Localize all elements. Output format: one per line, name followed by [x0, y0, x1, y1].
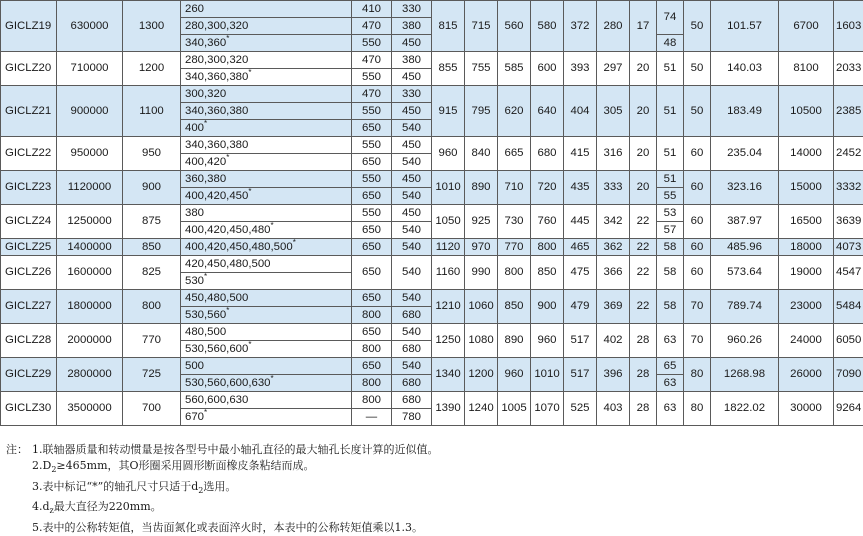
dimension-cell: 730 [498, 205, 531, 239]
table-row [1, 171, 863, 188]
length-y-cell: 470 [352, 52, 392, 69]
dimension-cell: 600 [531, 52, 564, 86]
dimension-cell: 720 [531, 171, 564, 205]
torque-cell: 2800000 [57, 358, 123, 392]
bore-diameter-cell: 530* [181, 273, 352, 290]
inertia-cell: 2385 [834, 86, 863, 137]
dimension-cell: 342 [597, 205, 630, 239]
length-j-cell: 450 [392, 137, 432, 154]
dimension-c-cell: 63 [657, 324, 684, 358]
dimension-cell: 1340 [432, 358, 465, 392]
dimension-cell: 960 [531, 324, 564, 358]
dimension-c-cell: 63 [657, 392, 684, 426]
model-cell: GICLZ22 [1, 137, 57, 171]
mass-cell: 235.04 [711, 137, 779, 171]
length-y-cell: — [352, 409, 392, 426]
note-3: 3.表中标记“*”的轴孔尺寸只适于$d_2$选用。 [32, 479, 236, 499]
dimension-cell: 585 [498, 52, 531, 86]
weight-cell: 16500 [779, 205, 834, 239]
model-cell: GICLZ21 [1, 86, 57, 137]
note-4: $4.d_z$最大直径为220mm。 [32, 499, 162, 519]
length-j-cell: 450 [392, 205, 432, 222]
dimension-cell: 970 [465, 239, 498, 256]
bore-diameter-cell: 400,420,450,480* [181, 222, 352, 239]
length-j-cell: 450 [392, 35, 432, 52]
dimension-cell: 1050 [432, 205, 465, 239]
dimension-cell: 680 [531, 137, 564, 171]
length-j-cell: 540 [392, 188, 432, 205]
dimension-cell: 366 [597, 256, 630, 290]
mass-cell: 485.96 [711, 239, 779, 256]
weight-cell: 26000 [779, 358, 834, 392]
length-y-cell: 410 [352, 1, 392, 18]
dimension-cell: 850 [498, 290, 531, 324]
dimension-cell: 316 [597, 137, 630, 171]
table-row [1, 205, 863, 222]
dimension-c-cell: 63 [657, 375, 684, 392]
length-y-cell: 650 [352, 239, 392, 256]
dimension-cell: 960 [498, 358, 531, 392]
torque-cell: 1800000 [57, 290, 123, 324]
dimension-c-cell: 51 [657, 52, 684, 86]
table-row [1, 290, 863, 307]
dimension-cell: 890 [465, 171, 498, 205]
bore-diameter-cell: 340,360,380* [181, 69, 352, 86]
bore-diameter-cell: 530,560,600,630* [181, 375, 352, 392]
length-y-cell: 650 [352, 290, 392, 307]
speed-cell: 1200 [123, 52, 181, 86]
dimension-c-cell: 53 [657, 205, 684, 222]
dimension-cell: 1160 [432, 256, 465, 290]
table-row [1, 86, 863, 103]
dimension-cell: 372 [564, 1, 597, 52]
length-j-cell: 540 [392, 358, 432, 375]
bore-diameter-cell: 480,500 [181, 324, 352, 341]
mass-cell: 573.64 [711, 256, 779, 290]
mass-cell: 387.97 [711, 205, 779, 239]
dimension-cell: 465 [564, 239, 597, 256]
dimension-cell: 1010 [432, 171, 465, 205]
dimension-cell: 1200 [465, 358, 498, 392]
length-y-cell: 650 [352, 222, 392, 239]
inertia-cell: 4073 [834, 239, 863, 256]
speed-cell: 800 [123, 290, 181, 324]
length-j-cell: 540 [392, 154, 432, 171]
dimension-cell: 1010 [531, 358, 564, 392]
dimension-cell: 479 [564, 290, 597, 324]
table-row [1, 137, 863, 154]
dimension-cell: 50 [684, 1, 711, 52]
dimension-cell: 1120 [432, 239, 465, 256]
weight-cell: 30000 [779, 392, 834, 426]
length-y-cell: 650 [352, 188, 392, 205]
dimension-cell: 50 [684, 86, 711, 137]
model-cell: GICLZ26 [1, 256, 57, 290]
dimension-cell: 362 [597, 239, 630, 256]
weight-cell: 24000 [779, 324, 834, 358]
length-j-cell: 540 [392, 239, 432, 256]
mass-cell: 183.49 [711, 86, 779, 137]
torque-cell: 630000 [57, 1, 123, 52]
length-j-cell: 450 [392, 69, 432, 86]
dimension-cell: 305 [597, 86, 630, 137]
dimension-cell: 755 [465, 52, 498, 86]
inertia-cell: 6050 [834, 324, 863, 358]
dimension-cell: 1070 [531, 392, 564, 426]
mass-cell: 1268.98 [711, 358, 779, 392]
dimension-c-cell: 51 [657, 137, 684, 171]
bore-diameter-cell: 400,420* [181, 154, 352, 171]
length-y-cell: 550 [352, 137, 392, 154]
bore-diameter-cell: 260 [181, 1, 352, 18]
note-2: $2.D_2\ge 465mm$，其O形圈采用圆形断面橡皮条粘结而成。 [32, 458, 315, 478]
dimension-cell: 60 [684, 256, 711, 290]
torque-cell: 1600000 [57, 256, 123, 290]
inertia-cell: 2452 [834, 137, 863, 171]
weight-cell: 14000 [779, 137, 834, 171]
length-j-cell: 330 [392, 86, 432, 103]
dimension-cell: 475 [564, 256, 597, 290]
dimension-cell: 22 [630, 205, 657, 239]
dimension-cell: 525 [564, 392, 597, 426]
table-row [1, 1, 863, 18]
inertia-cell: 2033 [834, 52, 863, 86]
dimension-cell: 580 [531, 1, 564, 52]
inertia-cell: 9264 [834, 392, 863, 426]
dimension-c-cell: 65 [657, 358, 684, 375]
dimension-cell: 840 [465, 137, 498, 171]
dimension-cell: 70 [684, 290, 711, 324]
dimension-cell: 22 [630, 239, 657, 256]
dimension-cell: 795 [465, 86, 498, 137]
inertia-cell: 7090 [834, 358, 863, 392]
bore-diameter-cell: 500 [181, 358, 352, 375]
notes-prefix: 注： [6, 442, 32, 458]
length-j-cell: 680 [392, 392, 432, 409]
weight-cell: 23000 [779, 290, 834, 324]
length-y-cell: 470 [352, 18, 392, 35]
mass-cell: 323.16 [711, 171, 779, 205]
length-j-cell: 540 [392, 222, 432, 239]
dimension-cell: 415 [564, 137, 597, 171]
dimension-cell: 1005 [498, 392, 531, 426]
bore-diameter-cell: 380 [181, 205, 352, 222]
dimension-c-cell: 74 [657, 1, 684, 35]
weight-cell: 19000 [779, 256, 834, 290]
dimension-cell: 1390 [432, 392, 465, 426]
table-notes [6, 442, 856, 536]
length-y-cell: 800 [352, 375, 392, 392]
dimension-cell: 60 [684, 171, 711, 205]
dimension-c-cell: 58 [657, 290, 684, 324]
inertia-cell: 3332 [834, 171, 863, 205]
weight-cell: 8100 [779, 52, 834, 86]
torque-cell: 710000 [57, 52, 123, 86]
bore-diameter-cell: 450,480,500 [181, 290, 352, 307]
torque-cell: 1120000 [57, 171, 123, 205]
dimension-c-cell: 58 [657, 239, 684, 256]
dimension-cell: 280 [597, 1, 630, 52]
length-j-cell: 680 [392, 341, 432, 358]
dimension-cell: 435 [564, 171, 597, 205]
table-row [1, 256, 863, 273]
dimension-cell: 900 [531, 290, 564, 324]
dimension-cell: 990 [465, 256, 498, 290]
dimension-cell: 403 [597, 392, 630, 426]
dimension-cell: 560 [498, 1, 531, 52]
dimension-cell: 890 [498, 324, 531, 358]
dimension-c-cell: 51 [657, 171, 684, 188]
speed-cell: 850 [123, 239, 181, 256]
weight-cell: 18000 [779, 239, 834, 256]
length-j-cell: 380 [392, 18, 432, 35]
length-j-cell: 380 [392, 52, 432, 69]
speed-cell: 770 [123, 324, 181, 358]
length-y-cell: 650 [352, 358, 392, 375]
dimension-cell: 960 [432, 137, 465, 171]
torque-cell: 1400000 [57, 239, 123, 256]
length-j-cell: 680 [392, 375, 432, 392]
length-y-cell: 800 [352, 392, 392, 409]
dimension-cell: 1240 [465, 392, 498, 426]
torque-cell: 1250000 [57, 205, 123, 239]
dimension-cell: 1080 [465, 324, 498, 358]
dimension-cell: 28 [630, 324, 657, 358]
length-y-cell: 650 [352, 120, 392, 137]
dimension-cell: 915 [432, 86, 465, 137]
length-j-cell: 540 [392, 290, 432, 307]
inertia-cell: 1603 [834, 1, 863, 52]
dimension-cell: 20 [630, 137, 657, 171]
length-y-cell: 800 [352, 307, 392, 324]
table-row [1, 52, 863, 69]
bore-diameter-cell: 360,380 [181, 171, 352, 188]
mass-cell: 140.03 [711, 52, 779, 86]
bore-diameter-cell: 560,600,630 [181, 392, 352, 409]
dimension-cell: 517 [564, 324, 597, 358]
mass-cell: 960.26 [711, 324, 779, 358]
length-y-cell: 650 [352, 154, 392, 171]
dimension-cell: 28 [630, 392, 657, 426]
dimension-cell: 770 [498, 239, 531, 256]
mass-cell: 101.57 [711, 1, 779, 52]
dimension-cell: 1060 [465, 290, 498, 324]
model-cell: GICLZ29 [1, 358, 57, 392]
dimension-cell: 445 [564, 205, 597, 239]
inertia-cell: 5484 [834, 290, 863, 324]
dimension-cell: 369 [597, 290, 630, 324]
dimension-cell: 710 [498, 171, 531, 205]
length-y-cell: 650 [352, 256, 392, 290]
model-cell: GICLZ23 [1, 171, 57, 205]
bore-diameter-cell: 340,360,380 [181, 103, 352, 120]
speed-cell: 700 [123, 392, 181, 426]
length-j-cell: 540 [392, 324, 432, 341]
weight-cell: 15000 [779, 171, 834, 205]
dimension-c-cell: 48 [657, 35, 684, 52]
torque-cell: 900000 [57, 86, 123, 137]
dimension-cell: 60 [684, 239, 711, 256]
dimension-cell: 50 [684, 52, 711, 86]
length-j-cell: 540 [392, 120, 432, 137]
length-j-cell: 330 [392, 1, 432, 18]
weight-cell: 6700 [779, 1, 834, 52]
bore-diameter-cell: 420,450,480,500 [181, 256, 352, 273]
length-j-cell: 780 [392, 409, 432, 426]
bore-diameter-cell: 530,560* [181, 307, 352, 324]
dimension-cell: 70 [684, 324, 711, 358]
table-row [1, 239, 863, 256]
dimension-cell: 393 [564, 52, 597, 86]
length-y-cell: 800 [352, 341, 392, 358]
torque-cell: 950000 [57, 137, 123, 171]
length-j-cell: 540 [392, 256, 432, 290]
length-y-cell: 550 [352, 69, 392, 86]
dimension-cell: 22 [630, 256, 657, 290]
length-y-cell: 550 [352, 103, 392, 120]
dimension-cell: 404 [564, 86, 597, 137]
table-row [1, 392, 863, 409]
bore-diameter-cell: 280,300,320 [181, 18, 352, 35]
note-5: 5.表中的公称转矩值，当齿面氮化或表面淬火时，本表中的公称转矩值乘以1.3。 [32, 520, 423, 536]
dimension-cell: 297 [597, 52, 630, 86]
speed-cell: 825 [123, 256, 181, 290]
bore-diameter-cell: 400,420,450,480,500* [181, 239, 352, 256]
model-cell: GICLZ20 [1, 52, 57, 86]
dimension-cell: 60 [684, 205, 711, 239]
model-cell: GICLZ24 [1, 205, 57, 239]
dimension-cell: 28 [630, 358, 657, 392]
model-cell: GICLZ28 [1, 324, 57, 358]
dimension-cell: 925 [465, 205, 498, 239]
length-j-cell: 680 [392, 307, 432, 324]
length-j-cell: 450 [392, 171, 432, 188]
bore-diameter-cell: 280,300,320 [181, 52, 352, 69]
speed-cell: 725 [123, 358, 181, 392]
speed-cell: 1100 [123, 86, 181, 137]
dimension-cell: 715 [465, 1, 498, 52]
length-y-cell: 470 [352, 86, 392, 103]
speed-cell: 900 [123, 171, 181, 205]
bore-diameter-cell: 530,560,600* [181, 341, 352, 358]
length-y-cell: 550 [352, 35, 392, 52]
dimension-cell: 80 [684, 392, 711, 426]
mass-cell: 789.74 [711, 290, 779, 324]
dimension-cell: 22 [630, 290, 657, 324]
dimension-cell: 800 [498, 256, 531, 290]
bore-diameter-cell: 340,360* [181, 35, 352, 52]
dimension-c-cell: 55 [657, 188, 684, 205]
model-cell: GICLZ25 [1, 239, 57, 256]
model-cell: GICLZ19 [1, 1, 57, 52]
mass-cell: 1822.02 [711, 392, 779, 426]
dimension-c-cell: 51 [657, 86, 684, 137]
dimension-cell: 60 [684, 137, 711, 171]
model-cell: GICLZ30 [1, 392, 57, 426]
length-y-cell: 650 [352, 324, 392, 341]
dimension-cell: 402 [597, 324, 630, 358]
length-y-cell: 550 [352, 205, 392, 222]
dimension-cell: 20 [630, 52, 657, 86]
dimension-cell: 396 [597, 358, 630, 392]
bore-diameter-cell: 400,420,450* [181, 188, 352, 205]
dimension-cell: 850 [531, 256, 564, 290]
dimension-c-cell: 57 [657, 222, 684, 239]
dimension-cell: 1250 [432, 324, 465, 358]
torque-cell: 3500000 [57, 392, 123, 426]
dimension-cell: 760 [531, 205, 564, 239]
weight-cell: 10500 [779, 86, 834, 137]
dimension-cell: 855 [432, 52, 465, 86]
inertia-cell: 3639 [834, 205, 863, 239]
length-j-cell: 450 [392, 103, 432, 120]
dimension-cell: 20 [630, 86, 657, 137]
speed-cell: 875 [123, 205, 181, 239]
inertia-cell: 4547 [834, 256, 863, 290]
dimension-cell: 80 [684, 358, 711, 392]
bore-diameter-cell: 300,320 [181, 86, 352, 103]
dimension-cell: 20 [630, 171, 657, 205]
dimension-cell: 620 [498, 86, 531, 137]
torque-cell: 2000000 [57, 324, 123, 358]
dimension-cell: 640 [531, 86, 564, 137]
bore-diameter-cell: 670* [181, 409, 352, 426]
bore-diameter-cell: 340,360,380 [181, 137, 352, 154]
dimension-cell: 800 [531, 239, 564, 256]
speed-cell: 1300 [123, 1, 181, 52]
bore-diameter-cell: 400* [181, 120, 352, 137]
model-cell: GICLZ27 [1, 290, 57, 324]
dimension-cell: 517 [564, 358, 597, 392]
dimension-cell: 333 [597, 171, 630, 205]
length-y-cell: 550 [352, 171, 392, 188]
speed-cell: 950 [123, 137, 181, 171]
dimension-cell: 665 [498, 137, 531, 171]
dimension-cell: 17 [630, 1, 657, 52]
dimension-cell: 1210 [432, 290, 465, 324]
dimension-cell: 815 [432, 1, 465, 52]
dimension-c-cell: 58 [657, 256, 684, 290]
note-1: 1.联轴器质量和转动惯量是按各型号中最小轴孔直径的最大轴孔长度计算的近似值。 [32, 442, 439, 458]
table-row [1, 324, 863, 341]
table-row [1, 358, 863, 375]
